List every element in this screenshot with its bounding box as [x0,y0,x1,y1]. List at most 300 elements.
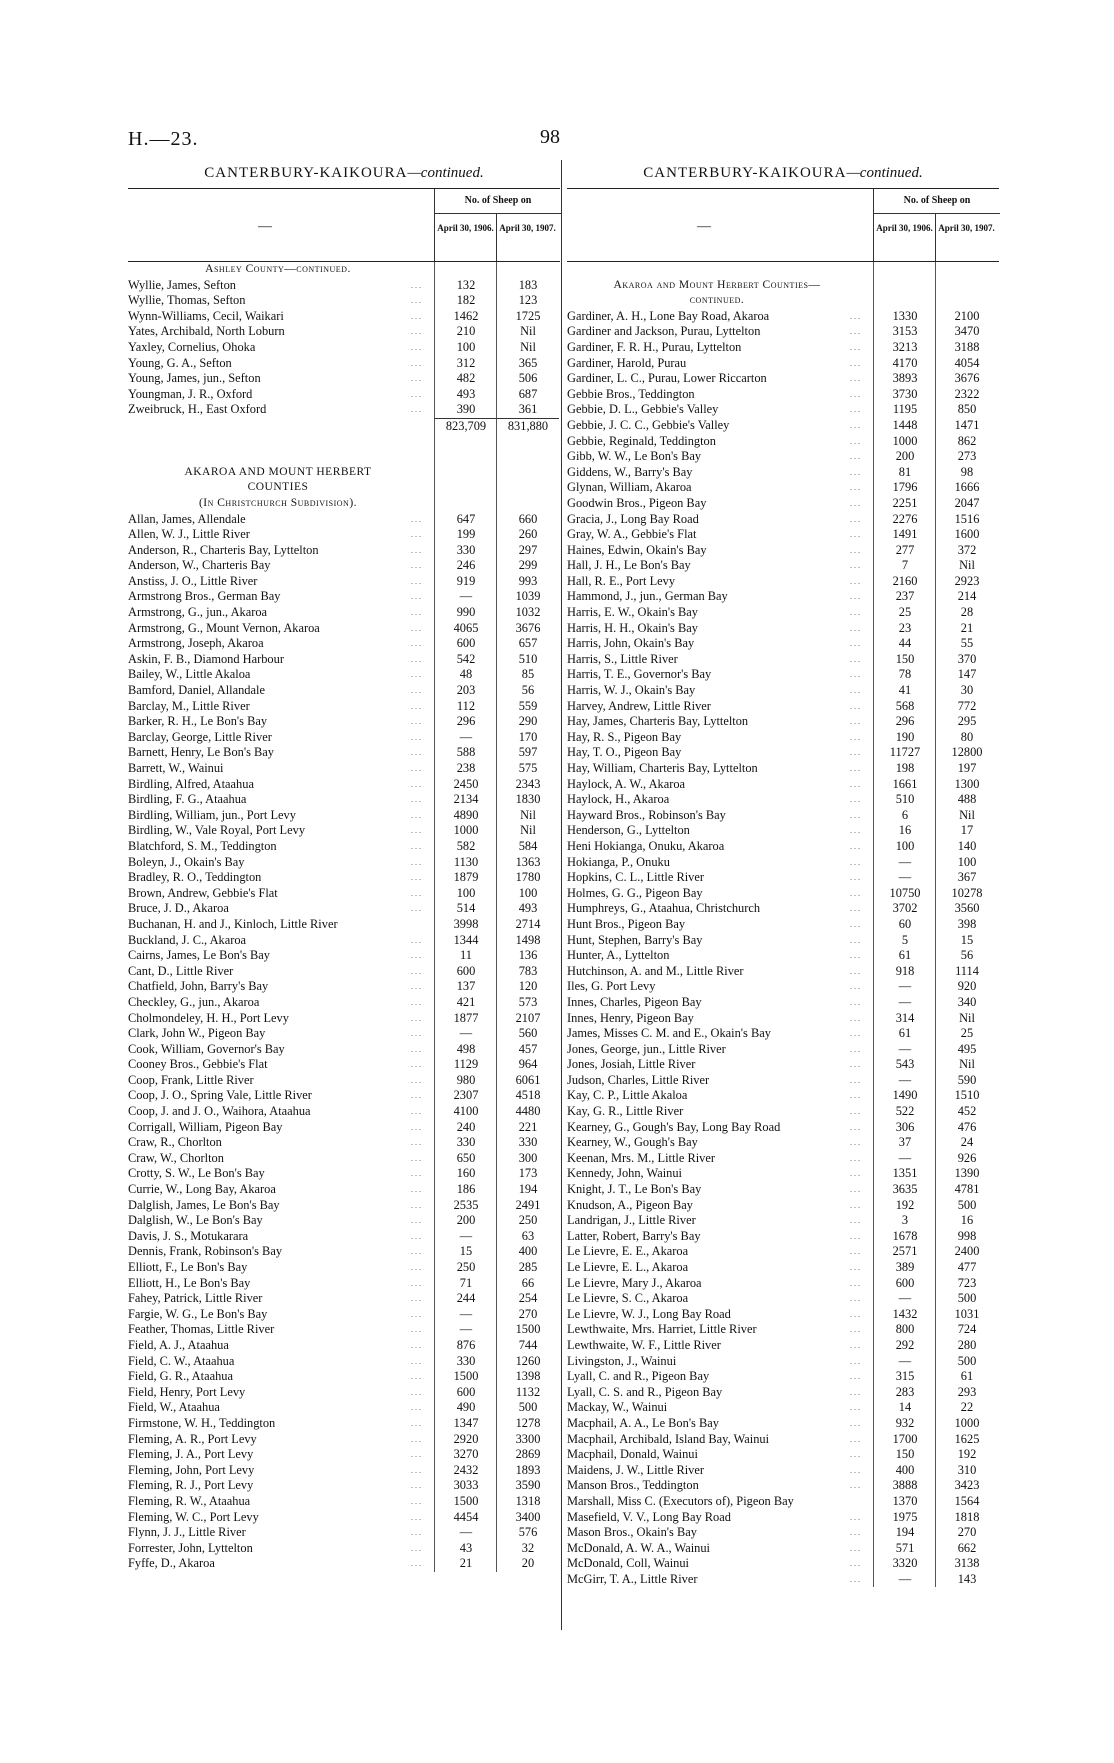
owner-name: Knight, J. T., Le Bon's Bay [567,1182,702,1197]
owner-name: Armstrong, G., jun., Akaroa [128,605,268,620]
sheep-1906: 10750 [873,886,936,902]
sheep-1907: 1818 [935,1510,998,1526]
leader-dots: . . . [850,919,860,929]
sheep-1906: 1448 [873,418,936,434]
sheep-1906: 1462 [434,309,497,325]
leader-dots: . . . [850,530,860,540]
leader-dots: . . . [411,405,421,415]
date-1907-header: April 30, 1907. [935,213,997,261]
sheep-1906: 71 [434,1276,497,1292]
sheep-1906: 182 [434,293,497,309]
owner-name: Latter, Robert, Barry's Bay [567,1228,701,1243]
leader-dots: . . . [411,1169,421,1179]
owner-name: Yaxley, Cornelius, Ohoka [128,339,256,354]
sheep-1906: 192 [873,1198,936,1214]
table-row [128,777,560,793]
owner-name: Marshall, Miss C. (Executors of), Pigeon Bay [567,1493,794,1508]
leader-dots: . . . [411,1403,421,1413]
sheep-1907: 285 [496,1260,559,1276]
leader-dots: . . . [850,405,860,415]
sheep-1906: 1000 [434,823,497,839]
owner-name: Harvey, Andrew, Little River [567,698,711,713]
table-row [128,995,560,1011]
table-row [567,901,999,917]
leader-dots: . . . [850,1278,860,1288]
sheep-1906: 522 [873,1104,936,1120]
owner-name: Corrigall, William, Pigeon Bay [128,1119,283,1134]
sheep-1906: 3033 [434,1478,497,1494]
sheep-1906: 41 [873,683,936,699]
sheep-1906: 3635 [873,1182,936,1198]
section-heading-text: continued. [689,294,745,307]
sheep-1907: 136 [496,948,559,964]
leader-dots: . . . [850,935,860,945]
owner-name: Le Lievre, E. E., Akaroa [567,1244,689,1259]
leader-dots: . . . [411,1543,421,1553]
leader-dots: . . . [411,389,421,399]
leader-dots: . . . [850,717,860,727]
sheep-1906: 582 [434,839,497,855]
leader-dots: . . . [411,1013,421,1023]
sheep-1907: 1390 [935,1166,998,1182]
spacer-row [128,449,560,465]
owner-name: Macphail, A. A., Le Bon's Bay [567,1415,719,1430]
sheep-header: No. of Sheep on [873,189,1000,214]
owner-name: Young, James, jun., Sefton [128,371,261,386]
table-row [567,1525,999,1541]
date-1906-header: April 30, 1906. [434,213,496,261]
leader-dots: . . . [411,280,421,290]
sheep-1906: 5 [873,933,936,949]
sheep-1906: 4170 [873,356,936,372]
table-row [567,1338,999,1354]
owner-name: Hall, J. H., Le Bon's Bay [567,558,691,573]
leader-dots: . . . [850,1044,860,1054]
leader-dots: . . . [850,841,860,851]
leader-dots: . . . [411,1356,421,1366]
table-row [567,402,999,418]
sheep-1907: 398 [935,917,998,933]
owner-name: Chatfield, John, Barry's Bay [128,979,269,994]
sheep-1906: 198 [873,761,936,777]
leader-dots: . . . [411,296,421,306]
date-1906-header: April 30, 1906. [873,213,935,261]
table-row [128,714,560,730]
sheep-1907: 254 [496,1291,559,1307]
sheep-1906: — [873,1354,936,1370]
table-row [128,1073,560,1089]
owner-name: Barclay, George, Little River [128,729,272,744]
sheep-1906: 510 [873,792,936,808]
leader-dots: . . . [850,1153,860,1163]
sheep-1906: 543 [873,1057,936,1073]
sheep-1906: 3888 [873,1478,936,1494]
table-row [128,309,560,325]
sheep-1906: 3213 [873,340,936,356]
sheep-1907: 300 [496,1151,559,1167]
table-row [567,979,999,995]
sheep-1906: 37 [873,1135,936,1151]
sheep-1907: 3400 [496,1510,559,1526]
owner-name: Hay, William, Charteris Bay, Lyttelton [567,761,758,775]
sheep-1907: 400 [496,1244,559,1260]
table-row [567,1432,999,1448]
table-row [128,621,560,637]
leader-dots: . . . [411,1091,421,1101]
sheep-1906: 330 [434,1135,497,1151]
sheep-1906: — [873,1042,936,1058]
sheep-1906: 1796 [873,480,936,496]
table-row [128,1120,560,1136]
leader-dots: . . . [850,1091,860,1101]
table-row [128,1354,560,1370]
table-body [128,262,560,1572]
sheep-1907: 1830 [496,792,559,808]
table-row [128,808,560,824]
table-row [128,512,560,528]
leader-dots: . . . [411,608,421,618]
sheep-1906: 823,709 [434,418,497,435]
table-row [567,1104,999,1120]
leader-dots: . . . [850,623,860,633]
sheep-1907: 1278 [496,1416,559,1432]
sheep-1906: 1130 [434,855,497,871]
table-row [128,340,560,356]
leader-dots: . . . [411,1465,421,1475]
sheep-1906: — [873,995,936,1011]
table-row [567,1541,999,1557]
sheep-1906: — [873,1572,936,1588]
sheep-1906: 1491 [873,527,936,543]
leader-dots: . . . [411,342,421,352]
owner-name: Maidens, J. W., Little River [567,1462,704,1477]
owner-name: Hay, T. O., Pigeon Bay [567,745,682,760]
sheep-1906: 296 [873,714,936,730]
sheep-1907: 662 [935,1541,998,1557]
leader-dots: . . . [411,1559,421,1569]
leader-dots: . . . [411,810,421,820]
table-row [128,1026,560,1042]
sheep-1907: 1510 [935,1088,998,1104]
table-row [128,1322,560,1338]
leader-dots: . . . [411,530,421,540]
owner-name: Askin, F. B., Diamond Harbour [128,651,284,666]
leader-dots: . . . [411,1512,421,1522]
sheep-1906: 390 [434,402,497,418]
leader-dots: . . . [411,1418,421,1428]
sheep-1907: 1300 [935,777,998,793]
sheep-1907: 260 [496,527,559,543]
sheep-1907: 56 [935,948,998,964]
sheep-1906: 150 [873,1447,936,1463]
owner-name: Manson Bros., Teddington [567,1478,699,1493]
section-heading-text: Akaroa and Mount Herbert Counties— [613,278,821,291]
leader-dots: . . . [411,888,421,898]
leader-dots: . . . [411,1309,421,1319]
owner-name: Harris, John, Okain's Bay [567,636,695,651]
owner-name: Gibb, W. W., Le Bon's Bay [567,449,702,464]
sheep-1906: 132 [434,278,497,294]
leader-dots: . . . [411,1216,421,1226]
table-row [128,1525,560,1541]
sheep-1907: 2714 [496,917,559,933]
leader-dots: . . . [850,1309,860,1319]
leader-dots: . . . [411,1029,421,1039]
sheep-1907: 1780 [496,870,559,886]
owner-name: Innes, Henry, Pigeon Bay [567,1010,694,1025]
sheep-1906: 250 [434,1260,497,1276]
sheep-1907: 998 [935,1229,998,1245]
sheep-1906: 203 [434,683,497,699]
sheep-1907: 3676 [935,371,998,387]
leader-dots: . . . [411,1185,421,1195]
sheep-1906: 3153 [873,324,936,340]
sheep-1906: 2251 [873,496,936,512]
leader-dots: . . . [411,764,421,773]
table-row [567,1322,999,1338]
owner-name: Giddens, W., Barry's Bay [567,464,693,479]
sheep-1907: 862 [935,434,998,450]
owner-name: Cook, William, Governor's Bay [128,1041,285,1056]
section-heading [128,480,560,496]
table-row [567,1260,999,1276]
owner-name: Harris, S., Little River [567,651,678,666]
leader-dots: . . . [411,545,421,555]
owner-name: Buchanan, H. and J., Kinloch, Little River [128,916,338,931]
name-column-header: — [258,219,272,234]
sheep-1907: 657 [496,636,559,652]
sheep-1907: 1625 [935,1432,998,1448]
table-row [128,964,560,980]
owner-name: Davis, J. S., Motukarara [128,1228,249,1243]
table-row [567,1478,999,1494]
table-row [567,1307,999,1323]
owner-name: Keenan, Mrs. M., Little River [567,1150,715,1165]
sheep-1907: 772 [935,699,998,715]
sheep-1907: 1000 [935,1416,998,1432]
owner-name: Mason Bros., Okain's Bay [567,1525,697,1540]
sheep-1907: 3590 [496,1478,559,1494]
owner-name: Blatchford, S. M., Teddington [128,838,277,853]
sheep-1907: 488 [935,792,998,808]
table-row [128,761,560,777]
leader-dots: . . . [411,623,421,633]
leader-dots: . . . [411,576,421,586]
leader-dots: . . . [850,1574,860,1584]
sheep-1906: 25 [873,605,936,621]
leader-dots: . . . [850,810,860,820]
leader-dots: . . . [411,1200,421,1210]
leader-dots: . . . [850,1481,860,1491]
owner-name: Gardiner, F. R. H., Purau, Lyttelton [567,339,742,354]
owner-name: Lyall, C. and R., Pigeon Bay [567,1369,710,1384]
sheep-1906: 1877 [434,1011,497,1027]
sheep-1907: 500 [496,1400,559,1416]
owner-name: Dalglish, W., Le Bon's Bay [128,1213,263,1228]
table-row [128,356,560,372]
table-row [567,1556,999,1572]
sheep-1906: 1500 [434,1494,497,1510]
sheep-1906: 15 [434,1244,497,1260]
leader-dots: . . . [850,764,860,773]
table-row [567,823,999,839]
sheep-1907: 584 [496,839,559,855]
sheep-1907: 457 [496,1042,559,1058]
table-row [128,1494,560,1510]
sheep-1906: 6 [873,808,936,824]
owner-name: Le Lievre, W. J., Long Bay Road [567,1306,731,1321]
owner-name: Macphail, Donald, Wainui [567,1447,698,1462]
table-row [128,886,560,902]
owner-name: Hunt, Stephen, Barry's Bay [567,932,703,947]
sheep-1907: 1114 [935,964,998,980]
leader-dots: . . . [411,592,421,602]
table-row [128,605,560,621]
sheep-1907: 2869 [496,1447,559,1463]
table-row [128,1291,560,1307]
owner-name: Elliott, H., Le Bon's Bay [128,1275,251,1290]
table-row [567,995,999,1011]
table-row [567,1120,999,1136]
sheep-1907: 370 [935,652,998,668]
sheep-1907: 3188 [935,340,998,356]
leader-dots: . . . [411,327,421,337]
owner-name: Kearney, G., Gough's Bay, Long Bay Road [567,1119,781,1134]
sheep-1907: 24 [935,1135,998,1151]
sheep-1906: — [873,1151,936,1167]
sheep-1907: 3138 [935,1556,998,1572]
leader-dots: . . . [850,1263,860,1272]
table-row [567,1026,999,1042]
sheep-1906: 14 [873,1400,936,1416]
leader-dots: . . . [411,654,421,664]
leader-dots: . . . [850,873,860,883]
table-row [128,1011,560,1027]
table-row [128,1213,560,1229]
sheep-1907: 597 [496,745,559,761]
leader-dots: . . . [411,857,421,867]
leader-dots: . . . [850,670,860,680]
sheep-1906: 1975 [873,1510,936,1526]
sheep-1907: 367 [935,870,998,886]
sheep-1906: 1129 [434,1057,497,1073]
table-row [128,1244,560,1260]
leader-dots: . . . [411,1107,421,1117]
owner-name: Masefield, V. V., Long Bay Road [567,1509,731,1524]
owner-name: Anstiss, J. O., Little River [128,573,258,588]
section-heading [128,465,560,481]
table-row [128,371,560,387]
sheep-1907: 173 [496,1166,559,1182]
leader-dots: . . . [411,358,421,368]
table-row [128,636,560,652]
leader-dots: . . . [850,576,860,586]
owner-name: Wyllie, Thomas, Sefton [128,293,246,308]
owner-name: Humphreys, G., Ataahua, Christchurch [567,901,761,916]
table-row [128,1556,560,1572]
leader-dots: . . . [411,951,421,961]
sheep-header: No. of Sheep on [434,189,561,214]
sheep-1906: 60 [873,917,936,933]
leader-dots: . . . [850,592,860,602]
sheep-1906: 600 [434,636,497,652]
table-row [128,1260,560,1276]
leader-dots: . . . [850,1528,860,1538]
leader-dots: . . . [411,795,421,805]
table-row [128,1057,560,1073]
table-row [567,512,999,528]
sheep-1906: 190 [873,730,936,746]
table-row [567,1447,999,1463]
sheep-1906: 200 [434,1213,497,1229]
sheep-1906: 112 [434,699,497,715]
owner-name: Elliott, F., Le Bon's Bay [128,1260,248,1274]
sheep-1907: 2923 [935,574,998,590]
table-row [567,434,999,450]
table-row [567,1510,999,1526]
leader-dots: . . . [850,1450,860,1460]
owner-name: Gebbie, D. L., Gebbie's Valley [567,402,719,417]
sheep-1907: Nil [935,558,998,574]
owner-name: Birdling, F. G., Ataahua [128,792,247,807]
leader-dots: . . . [850,795,860,805]
leader-dots: . . . [850,1403,860,1413]
sheep-1906: 2307 [434,1088,497,1104]
owner-name: Hay, R. S., Pigeon Bay [567,729,682,744]
sheep-1906: 43 [434,1541,497,1557]
owner-name: Bruce, J. D., Akaroa [128,901,229,916]
sheep-1906: 61 [873,948,936,964]
total-row [128,418,560,434]
sheep-1907: 660 [496,512,559,528]
table-row [128,387,560,403]
leader-dots: . . . [411,1247,421,1257]
section-heading-text: (In Christchurch Subdivision). [198,496,358,509]
table-row [128,1135,560,1151]
table-row [567,465,999,481]
owner-name: Barclay, M., Little River [128,698,250,713]
leader-dots: . . . [850,1512,860,1522]
sheep-1906: 277 [873,543,936,559]
table-row [567,855,999,871]
leader-dots: . . . [850,857,860,867]
table-row [567,761,999,777]
section-heading [128,496,560,512]
table-row [567,1572,999,1588]
sheep-1907: 723 [935,1276,998,1292]
table-row [567,1494,999,1510]
sheep-1906: 16 [873,823,936,839]
owner-name: Innes, Charles, Pigeon Bay [567,994,702,1009]
table-row [128,933,560,949]
table-row [128,1307,560,1323]
leader-dots: . . . [411,1481,421,1491]
table-row [128,1276,560,1292]
sheep-1906: 100 [873,839,936,855]
sheep-1907: 100 [935,855,998,871]
owner-name: Gardiner and Jackson, Purau, Lyttelton [567,324,761,339]
sheep-1907: 17 [935,823,998,839]
table-row [567,1369,999,1385]
leader-dots: . . . [411,514,421,524]
owner-name: Hay, James, Charteris Bay, Lyttelton [567,714,749,729]
sheep-1906: 600 [873,1276,936,1292]
table-row [128,1369,560,1385]
leader-dots: . . . [411,1434,421,1444]
table-row [128,917,560,933]
sheep-1907: 297 [496,543,559,559]
owner-name: Heni Hokianga, Onuku, Akaroa [567,838,725,853]
